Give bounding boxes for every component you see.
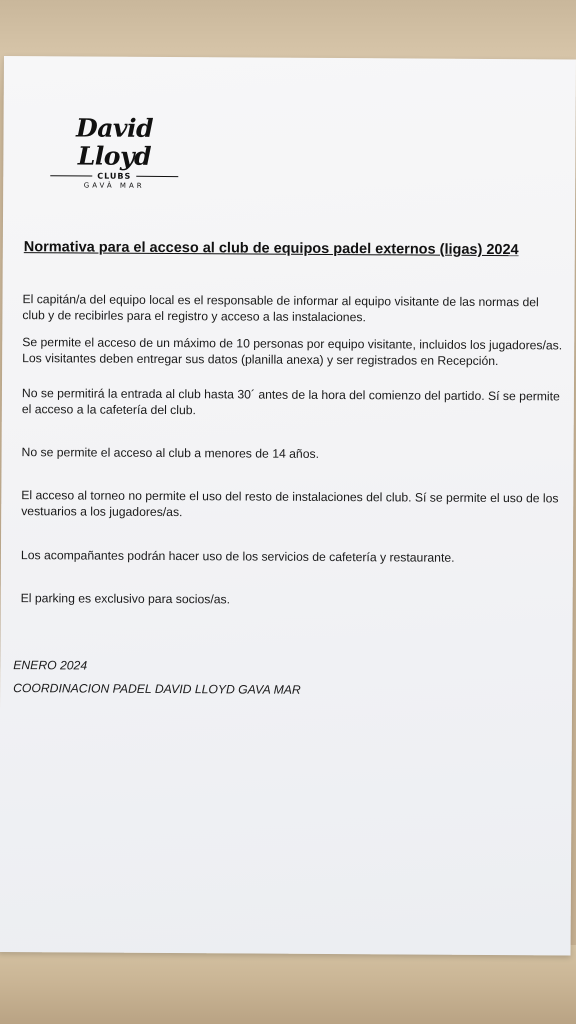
rule-paragraph-2: Se permite el acceso de un máximo de 10 personas por equipo visitante, incluidos los jugadores/as. Los visitantes deben entregar sus datos (planilla anexa) y ser registrados en Recepción. xyxy=(22,335,563,369)
logo-clubs-text: CLUBS xyxy=(97,171,132,181)
rule-paragraph-5: El acceso al torneo no permite el uso del resto de instalaciones del club. Sí se permite el uso de los vestuarios a los jugadores/as. xyxy=(21,488,559,520)
rule-paragraph-6: Los acompañantes podrán hacer uso de los servicios de cafetería y restaurante. xyxy=(20,548,455,565)
paper-sheet xyxy=(0,56,576,955)
table-surface xyxy=(0,945,576,1024)
document-date: ENERO 2024 xyxy=(13,658,88,673)
rule-paragraph-3: No se permitirá la entrada al club hasta 30´ antes de la hora del comienzo del partido. Sí se permite el acceso a la cafetería del club. xyxy=(21,386,560,418)
david-lloyd-logo xyxy=(39,114,189,190)
rule-paragraph-1: El capitán/a del equipo local es el responsable de informar al equipo visitante de las normas del club y de recibirles para el registro y acceso a las instalaciones. xyxy=(22,292,539,325)
logo-wordmark: David Lloyd xyxy=(76,113,154,171)
logo-location: GAVÀ MAR xyxy=(83,181,145,190)
document-signature: COORDINACION PADEL DAVID LLOYD GAVA MAR xyxy=(13,681,301,697)
logo-clubs-row xyxy=(39,171,189,181)
logo-rule-left xyxy=(50,175,92,177)
logo-rule-right xyxy=(136,176,178,178)
document-title: Normativa para el acceso al club de equipos padel externos (ligas) 2024 xyxy=(23,239,519,259)
rule-paragraph-7: El parking es exclusivo para socios/as. xyxy=(20,591,231,607)
rule-paragraph-4: No se permite el acceso al club a menores de 14 años. xyxy=(21,445,320,461)
